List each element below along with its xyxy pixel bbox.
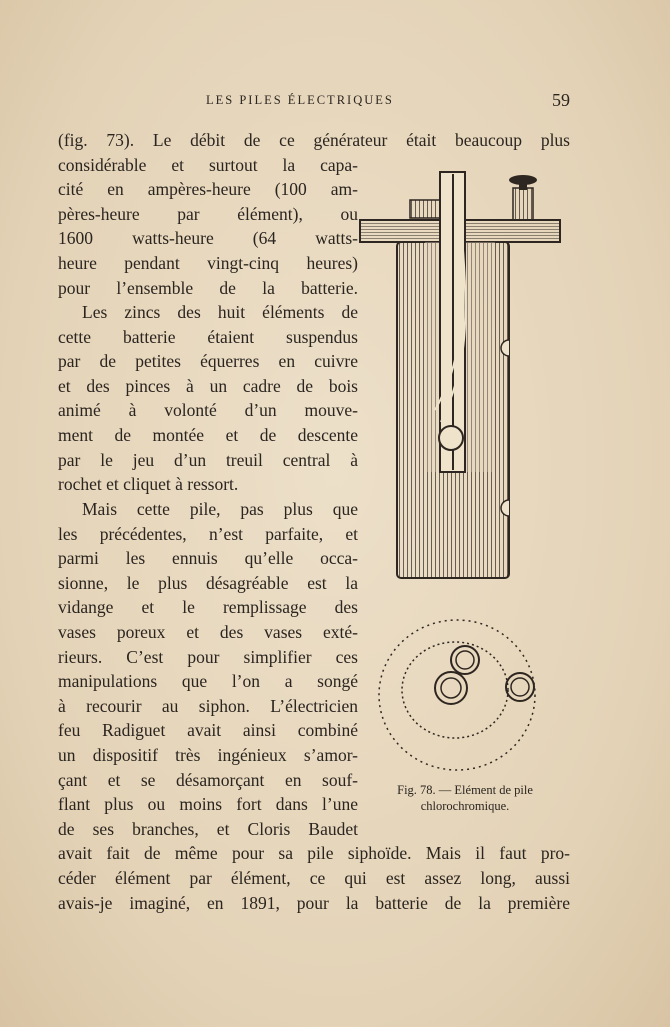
paragraph-1 <box>58 128 570 153</box>
text-line: Les zincs des huit éléments de <box>82 302 358 322</box>
text-line: animé à volonté d’un mouve- <box>58 400 358 421</box>
text-line: avait fait de même pour sa pile siphoïde. Mais il faut pro- <box>58 843 570 864</box>
text-line: vidange et le remplissage des <box>58 597 358 618</box>
text-line: flant plus ou moins fort dans l’une <box>58 794 358 815</box>
text-line: avais-je imaginé, en 1891, pour la batterie de la première <box>58 892 570 913</box>
page-header <box>58 90 570 114</box>
text-line: ment de montée et de descente <box>58 424 358 445</box>
caption-line: Fig. 78. — Elément de pile <box>397 783 533 797</box>
text-line: sionne, le plus désagréable est la <box>58 572 358 593</box>
text-line: par le jeu d’un treuil central à <box>58 449 358 470</box>
paragraph-3 <box>58 497 358 841</box>
caption-line: chlorochromique. <box>420 799 510 813</box>
text-line: heure pendant vingt-cinq heures) <box>58 252 358 273</box>
text-line: vases poreux et des vases exté- <box>58 621 358 642</box>
text-line: 1600 watts-heure (64 watts- <box>58 228 358 249</box>
figure-caption <box>365 782 565 814</box>
battery-cell-engraving-icon <box>355 160 565 780</box>
paragraph-3-full <box>58 841 570 915</box>
text-line: à recourir au siphon. L’électricien <box>58 695 358 716</box>
text-line: manipulations que l’on a songé <box>58 671 358 692</box>
text-line: rochet et cliquet à ressort. <box>58 474 239 495</box>
text-line: et des pinces à un cadre de bois <box>58 375 358 396</box>
text-line: les précédentes, n’est parfaite, et <box>58 523 358 544</box>
paragraph-2 <box>58 300 358 497</box>
text-line: Mais cette pile, pas plus que <box>82 499 358 519</box>
text-line: céder élément par élément, ce qui est assez long, aussi <box>58 867 570 888</box>
page-number: 59 <box>552 90 570 110</box>
text-line: considérable et surtout la capa- <box>58 154 358 175</box>
text-line: par de petites équerres en cuivre <box>58 351 358 372</box>
text-line: rieurs. C’est pour simplifier ces <box>58 646 358 667</box>
text-line: pour l’ensemble de la batterie. <box>58 277 358 298</box>
text-line: çant et se désamorçant en souf- <box>58 769 358 790</box>
text-line: un dispositif très ingénieux s’amor- <box>58 744 358 765</box>
text-line: (fig. 73). Le débit de ce générateur était beaucoup plus <box>58 130 570 150</box>
text-line: cité en ampères-heure (100 am- <box>58 179 358 200</box>
text-line: de ses branches, et Cloris Baudet <box>58 818 358 839</box>
paragraph-1-narrow <box>58 153 358 301</box>
text-line: feu Radiguet avait ainsi combiné <box>58 720 358 741</box>
text-line: parmi les ennuis qu’elle occa- <box>58 548 358 569</box>
text-line: pères-heure par élément), ou <box>58 203 358 224</box>
text-line: cette batterie étaient suspendus <box>58 326 358 347</box>
running-title: LES PILES ÉLECTRIQUES <box>206 93 394 107</box>
